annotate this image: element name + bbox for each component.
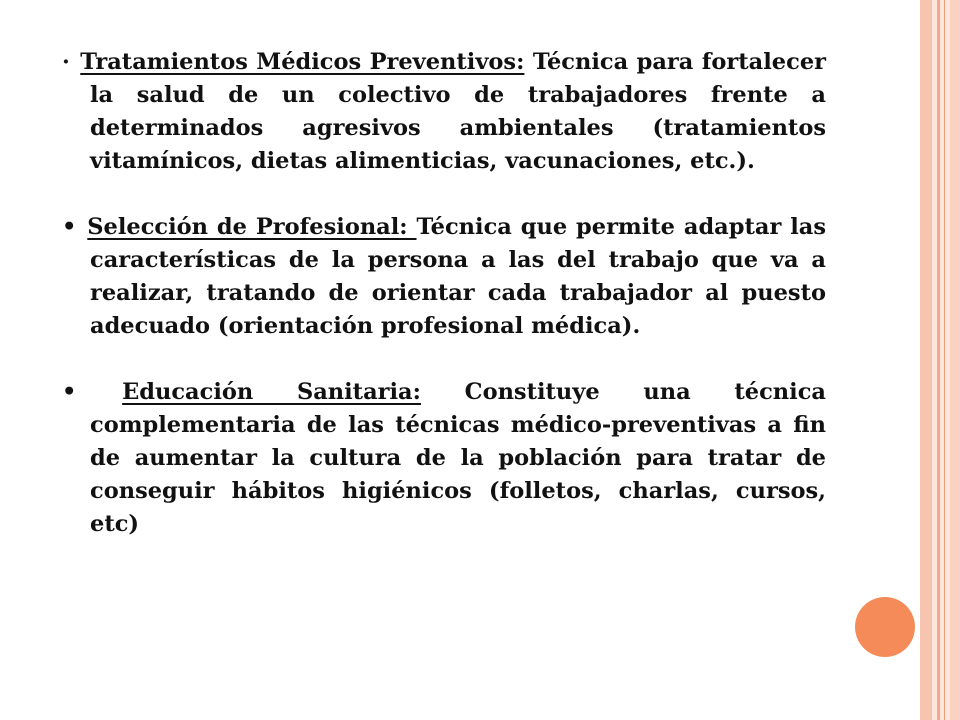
decor-stripe (950, 0, 960, 720)
bullet-marker: · (62, 49, 70, 75)
bullet-educacion (62, 376, 826, 541)
bullet-marker: • (62, 379, 77, 405)
bullet-seleccion (62, 211, 826, 343)
decor-line (944, 0, 945, 720)
bullet-term: Tratamientos Médicos Preventivos: (80, 49, 525, 75)
decor-circle (855, 597, 915, 657)
decor-stripe (940, 0, 950, 720)
bullet-text: Constituye una técnica complementaria de las técnicas médico-preventivas a fin de aumentar la cultura de la población para tratar de conseguir hábitos higiénicos (folletos, charlas, cursos, etc) (90, 379, 826, 537)
bullet-term: Educación Sanitaria: (122, 379, 421, 405)
decor-stripe (920, 0, 932, 720)
bullet-text: Técnica para fortalecer la salud de un colectivo de trabajadores frente a determinados agresivos ambientales (tratamientos vitamínicos, dietas alimenticias, vacunaciones, etc.). (90, 49, 826, 174)
bullet-text: Técnica que permite adaptar las características de la persona a las del trabajo que va a realizar, tratando de orientar cada trabajador al puesto adecuado (orientación profesional médica). (90, 214, 826, 339)
bullet-list (62, 46, 826, 541)
bullet-term: Selección de Profesional: (87, 214, 417, 240)
bullet-tratamientos (62, 46, 826, 178)
bullet-marker: • (62, 214, 77, 240)
